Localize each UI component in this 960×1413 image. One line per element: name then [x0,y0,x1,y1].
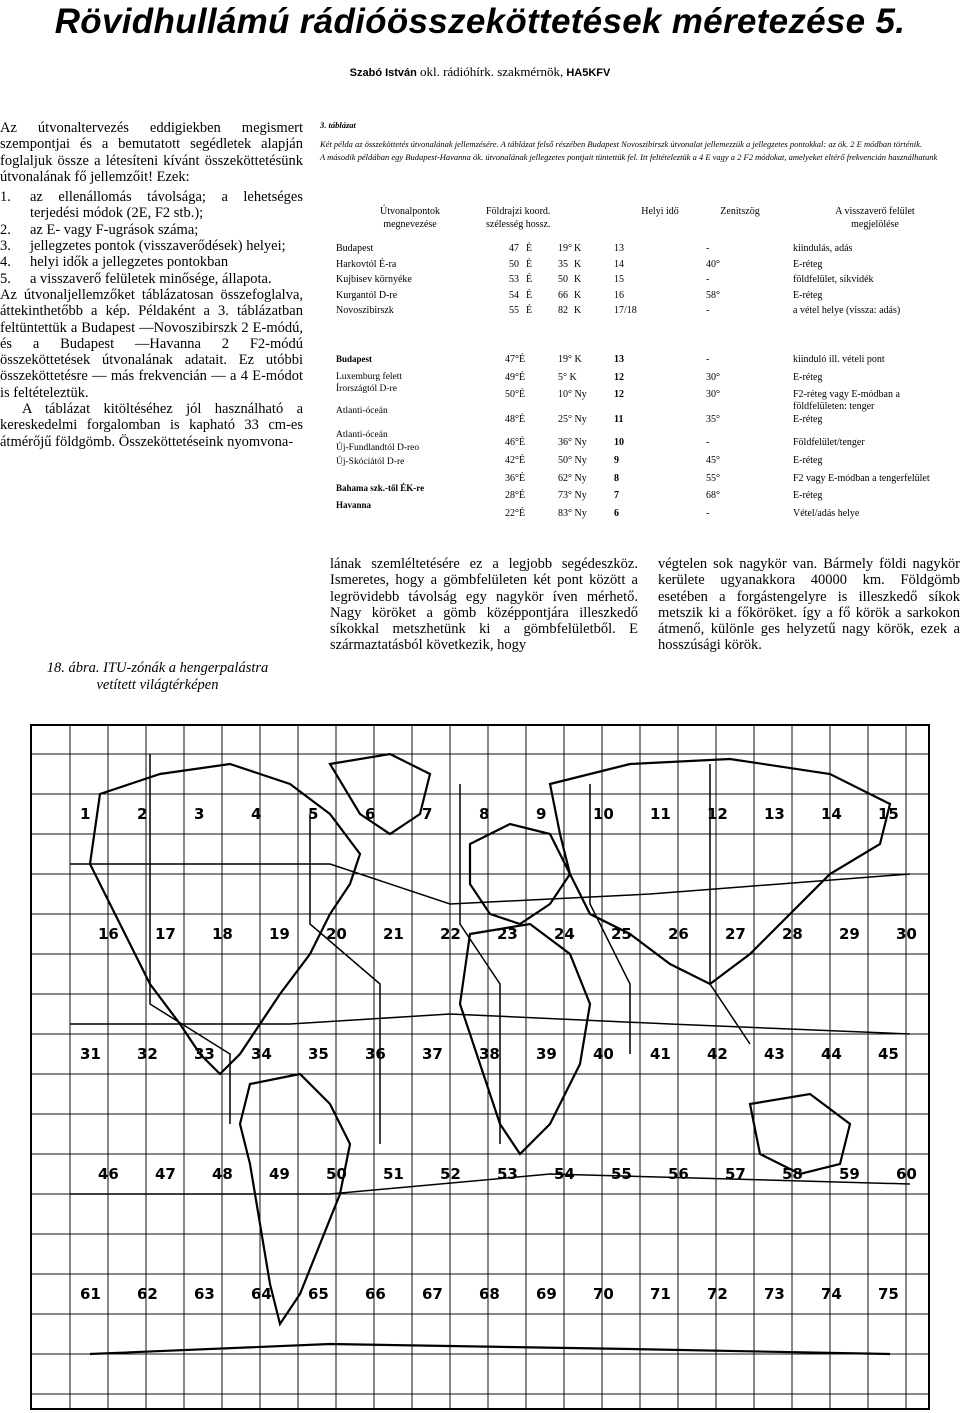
table-cell: - [706,508,710,519]
byline [0,64,960,80]
table-cell: 47 [509,243,519,254]
zone-number: 24 [554,925,575,943]
table-cell: - [706,243,710,254]
table-cell: E-réteg [793,414,823,425]
zone-number: 65 [308,1285,329,1303]
table-cell: 30° [706,389,720,400]
zone-number: 30 [896,925,917,943]
zone-number: 8 [479,805,490,823]
zone-number: 39 [536,1045,557,1063]
zone-number: 52 [440,1165,461,1183]
zone-number: 26 [668,925,689,943]
table-cell: Bahama szk.-től ÉK-re [336,483,425,493]
table-cell: É [526,289,533,301]
zone-number: 19 [269,925,290,943]
zone-number: 69 [536,1285,557,1303]
zone-number: 53 [497,1165,518,1183]
zone-number: 7 [422,805,433,823]
table-cell: földfelület, síkvidék [793,274,874,285]
table-cell: Havanna [336,500,372,510]
table-cell: E-réteg [793,455,823,466]
zone-number: 54 [554,1165,575,1183]
table-cell: 36°É [505,473,526,484]
table-3 [320,118,958,164]
table-cell: 12 [614,389,624,400]
table-cell: 7 [614,490,619,501]
zone-number: 45 [878,1045,899,1063]
zone-number: 48 [212,1165,233,1183]
zone-number: 38 [479,1045,500,1063]
zone-number: 62 [137,1285,158,1303]
right-column: végtelen sok nagykör van. Bármely földi nagykör kerülete ugyanakkora 40000 km. Földgömb esetében a forgástengelyre is illeszkedő síkok metszik ki a főköröket. így a fő körök a sarkokon átmenő, különle ges helyzetű nagy körök, ezek a hosszúsági körök. [658,556,960,654]
table-cell: 12 [614,372,624,383]
zone-number: 49 [269,1165,290,1183]
zone-number: 66 [365,1285,386,1303]
table-description [320,138,958,164]
zone-number: 51 [383,1165,404,1183]
table-cell: 13 [614,354,624,365]
zone-number: 22 [440,925,461,943]
table-cell: 73° Ny [558,490,587,501]
table-cell: 68° [706,490,720,501]
zone-number: 72 [707,1285,728,1303]
table-cell: 35° [706,414,720,425]
zone-number: 63 [194,1285,215,1303]
table-cell: 30° [706,372,720,383]
list-item: 3. jellegzetes pontok (visszaverődések) helyei; [0,238,286,255]
table-description-1: Két példa az összeköttetés útvonalának jellemzésére. A táblázat felső részében Budapest Novoszibirszk útvonalat jellemezzük a jellegzetes pontokkal: az ök. 2 E módban történik. [320,139,923,149]
itu-zone-world-map [30,724,930,1410]
table-cell: 25° Ny [558,414,587,425]
table-cell: 40° [706,258,720,270]
table-cell: K [574,305,582,316]
zone-number: 40 [593,1045,614,1063]
table-cell: E-réteg [793,490,823,501]
zone-number: 20 [326,925,347,943]
author-title: okl. rádióhírk. szakmérnök, [419,64,564,79]
table-cell: 11 [614,414,624,425]
zone-number: 11 [650,805,671,823]
table-cell: 28°É [505,490,526,501]
table-cell: Új-Skóciától D-re [336,457,405,467]
zone-number: 6 [365,805,376,823]
zone-number: 2 [137,805,148,823]
zone-number: 43 [764,1045,785,1063]
zone-number: 70 [593,1285,614,1303]
zone-number: 10 [593,805,614,823]
zone-number: 41 [650,1045,671,1063]
zone-number: 71 [650,1285,671,1303]
table-cell: Novoszibirszk [336,305,394,316]
table-cell: K [574,258,582,270]
zone-number: 56 [668,1165,689,1183]
zone-number: 9 [536,805,547,823]
zone-number: 60 [896,1165,917,1183]
table-cell: 19° [558,243,572,254]
zone-number: 1 [80,805,91,823]
table-cell: 8 [614,473,619,484]
table-cell: Budapest [336,354,373,364]
header-local-time: Helyi idő [641,206,679,217]
table-cell: 13 [614,243,624,254]
zone-number: 29 [839,925,860,943]
table-cell: - [706,305,710,316]
zone-number: 36 [365,1045,386,1063]
header-coords: Földrajzi koord. szélesség hossz. [486,206,551,230]
table-cell: 55° [706,473,720,484]
table-cell: 48°É [505,414,526,425]
zone-number: 31 [80,1045,101,1063]
zone-number: 25 [611,925,632,943]
table-description-2: A második példában egy Budapest-Havanna ök. útvonalának jellegzetes pontjait tüntettük fel. Itt feltételeztük a 4 E vagy a 2 F2 módokat, amelyeket eltérő frekvencián használhatunk [320,152,938,162]
table-cell: Új-Fundlandtól D-reo [336,443,420,453]
zone-number: 37 [422,1045,443,1063]
zone-number: 34 [251,1045,272,1063]
table-cell: 55 [509,305,519,316]
table-cell: - [706,437,710,448]
table-cell: Budapest [336,243,374,254]
table-cell: Földfelület/tenger [793,437,865,448]
table-cell: 50 [558,274,568,285]
table-cell: 62° Ny [558,473,587,484]
zone-number: 75 [878,1285,899,1303]
zone-number: 64 [251,1285,272,1303]
table-cell: Kurgantól D-re [336,289,398,301]
table-cell: É [526,305,533,316]
zone-number: 27 [725,925,746,943]
table-cell: 10 [614,437,624,448]
table-cell: 46°É [505,437,526,448]
zone-number: 68 [479,1285,500,1303]
figure-caption: 18. ábra. ITU-zónák a hengerpalástra vetített világtérképen [46,660,269,693]
list-item: 5. a visszaverő felületek minősége, állapota. [0,270,272,287]
table-cell: É [526,274,533,285]
zone-number: 44 [821,1045,842,1063]
article-title: Rövidhullámú rádióösszeköttetések méretezése 5. [54,2,906,41]
table-cell: 22°É [505,508,526,519]
author-name: Szabó István [349,67,417,79]
table-cell: 83° Ny [558,508,587,519]
table-cell: 5° K [558,372,577,383]
zone-number: 61 [80,1285,101,1303]
table-cell: - [706,274,710,285]
zone-number: 47 [155,1165,176,1183]
table-cell: 54 [509,289,519,301]
table-cell: Atlanti-óceán [336,406,388,416]
zone-number: 12 [707,805,728,823]
zone-number: 58 [782,1165,803,1183]
table-cell: Atlanti-óceán [336,430,388,440]
table-cell: 82 [558,305,568,316]
table-cell: - [706,354,710,365]
table-cell: Kujbisev környéke [336,274,412,285]
left-column [0,120,303,450]
zone-number: 21 [383,925,404,943]
zone-number: 59 [839,1165,860,1183]
zone-number: 15 [878,805,899,823]
zone-number: 18 [212,925,233,943]
body-paragraph: Az útvonaljellemzőket táblázatosan összefoglalva, áttekinthetőbb a kép. Példaként a 3. táblázatban feltüntettük a Budapest —Novoszibirszk 2 E-módú, és a Budapest —Havanna 2 F2-módú összeköttetések útvonalának adatait. Ez utóbbi összeköttetésre — más frekvencián — a 4 E-módot is feltételeztük. [0,286,303,401]
table-cell: K [574,289,582,301]
table-cell: kiindulás, adás [793,243,853,254]
body-paragraph: A táblázat kitöltéséhez jól használható a kereskedelmi forgalomban is kapható 33 cm-es átmérőjű földgömb. Összeköttetéseink nyomvona- [0,401,303,450]
table-cell: K [574,274,582,285]
table-cell: 50 [509,258,519,270]
zone-number: 50 [326,1165,347,1183]
zone-number: 73 [764,1285,785,1303]
table-cell: E-réteg [793,372,823,383]
table-cell: 15 [614,274,624,285]
zone-number: 46 [98,1165,119,1183]
table-cell: 16 [614,289,624,301]
zone-number: 33 [194,1045,215,1063]
table-cell: É [526,243,533,254]
table-cell: E-réteg [793,289,823,301]
author-callsign: HA5KFV [566,67,611,79]
table-cell: É [526,258,533,270]
zone-number: 4 [251,805,262,823]
zone-number: 3 [194,805,205,823]
table-cell: 53 [509,274,519,285]
zone-number: 13 [764,805,785,823]
table-cell: 49°É [505,372,526,383]
table-cell: kiinduló ill. vételi pont [793,354,885,365]
table-cell: E-réteg [793,258,823,270]
table-cell: 35 [558,258,568,270]
zone-number: 57 [725,1165,746,1183]
table-cell: 50°É [505,389,526,400]
table-cell: 17/18 [614,305,637,316]
zone-number: 67 [422,1285,443,1303]
table-cell: 36° Ny [558,437,587,448]
table-cell: 47°É [505,354,526,365]
zone-number: 17 [155,925,176,943]
table-cell: 42°É [505,455,526,466]
zone-number: 35 [308,1045,329,1063]
zone-number: 5 [308,805,319,823]
list-item: 2. az E- vagy F-ugrások száma; [0,221,199,238]
zone-number: 32 [137,1045,158,1063]
intro-paragraph: Az útvonaltervezés eddigiekben megismert szempontjai és a bemutatott segédletek alapján foglaljuk össze a létesíteni kívánt összeköttetésünk útvonalának fő jellemzőit! Ezek: [0,120,303,185]
table-label: 3. táblázat [320,120,356,130]
table-cell: 10° Ny [558,389,587,400]
zone-number: 16 [98,925,119,943]
header-surface: A visszaverő felület megjelölése [835,206,915,230]
table-cell: Luxemburg felett [336,372,403,382]
zone-number: 14 [821,805,842,823]
route-characteristics-list [0,189,303,287]
table-cell: 58° [706,289,720,301]
table-cell: 45° [706,455,720,466]
list-item: 4. helyi idők a jellegzetes pontokban [0,254,229,271]
table-cell: a vétel helye (vissza: adás) [793,305,901,316]
table-cell: 14 [614,258,624,270]
list-item: 1. az ellenállomás távolsága; a lehetséges terjedési módok (2E, F2 stb.); [0,189,303,222]
table-cell: F2 vagy E-módban a tengerfelület [793,473,930,484]
table-cell: Írországtól D-re [336,384,397,394]
zone-number: 42 [707,1045,728,1063]
table-cell: 9 [614,455,619,466]
table-cell: F2-réteg vagy E-módban a földfelületen: tenger [793,389,900,412]
middle-column: lának szemléltetésére ez a legjobb segédeszköz. Ismeretes, hogy a gömbfelületen két pont között a legrövidebb távolság egy nagykör íven mérhető. Nagy köröket a gömb középpontjára illeszkedő síkokkal metszhetünk ki a gömbfelületből. E származtatásból következik, hogy [330,556,638,654]
table-cell: 19° K [558,354,582,365]
header-points: Útvonalpontok megnevezése [380,206,440,230]
table-cell: 66 [558,289,568,301]
zone-number: 23 [497,925,518,943]
zone-number: 74 [821,1285,842,1303]
table-cell: Harkovtól É-ra [336,258,397,270]
zone-number: 55 [611,1165,632,1183]
table-cell: 50° Ny [558,455,587,466]
table-cell: Vétel/adás helye [793,508,860,519]
table-cell: K [574,243,582,254]
table-cell: 6 [614,508,619,519]
header-zenith: Zenitszög [720,206,760,217]
zone-number: 28 [782,925,803,943]
